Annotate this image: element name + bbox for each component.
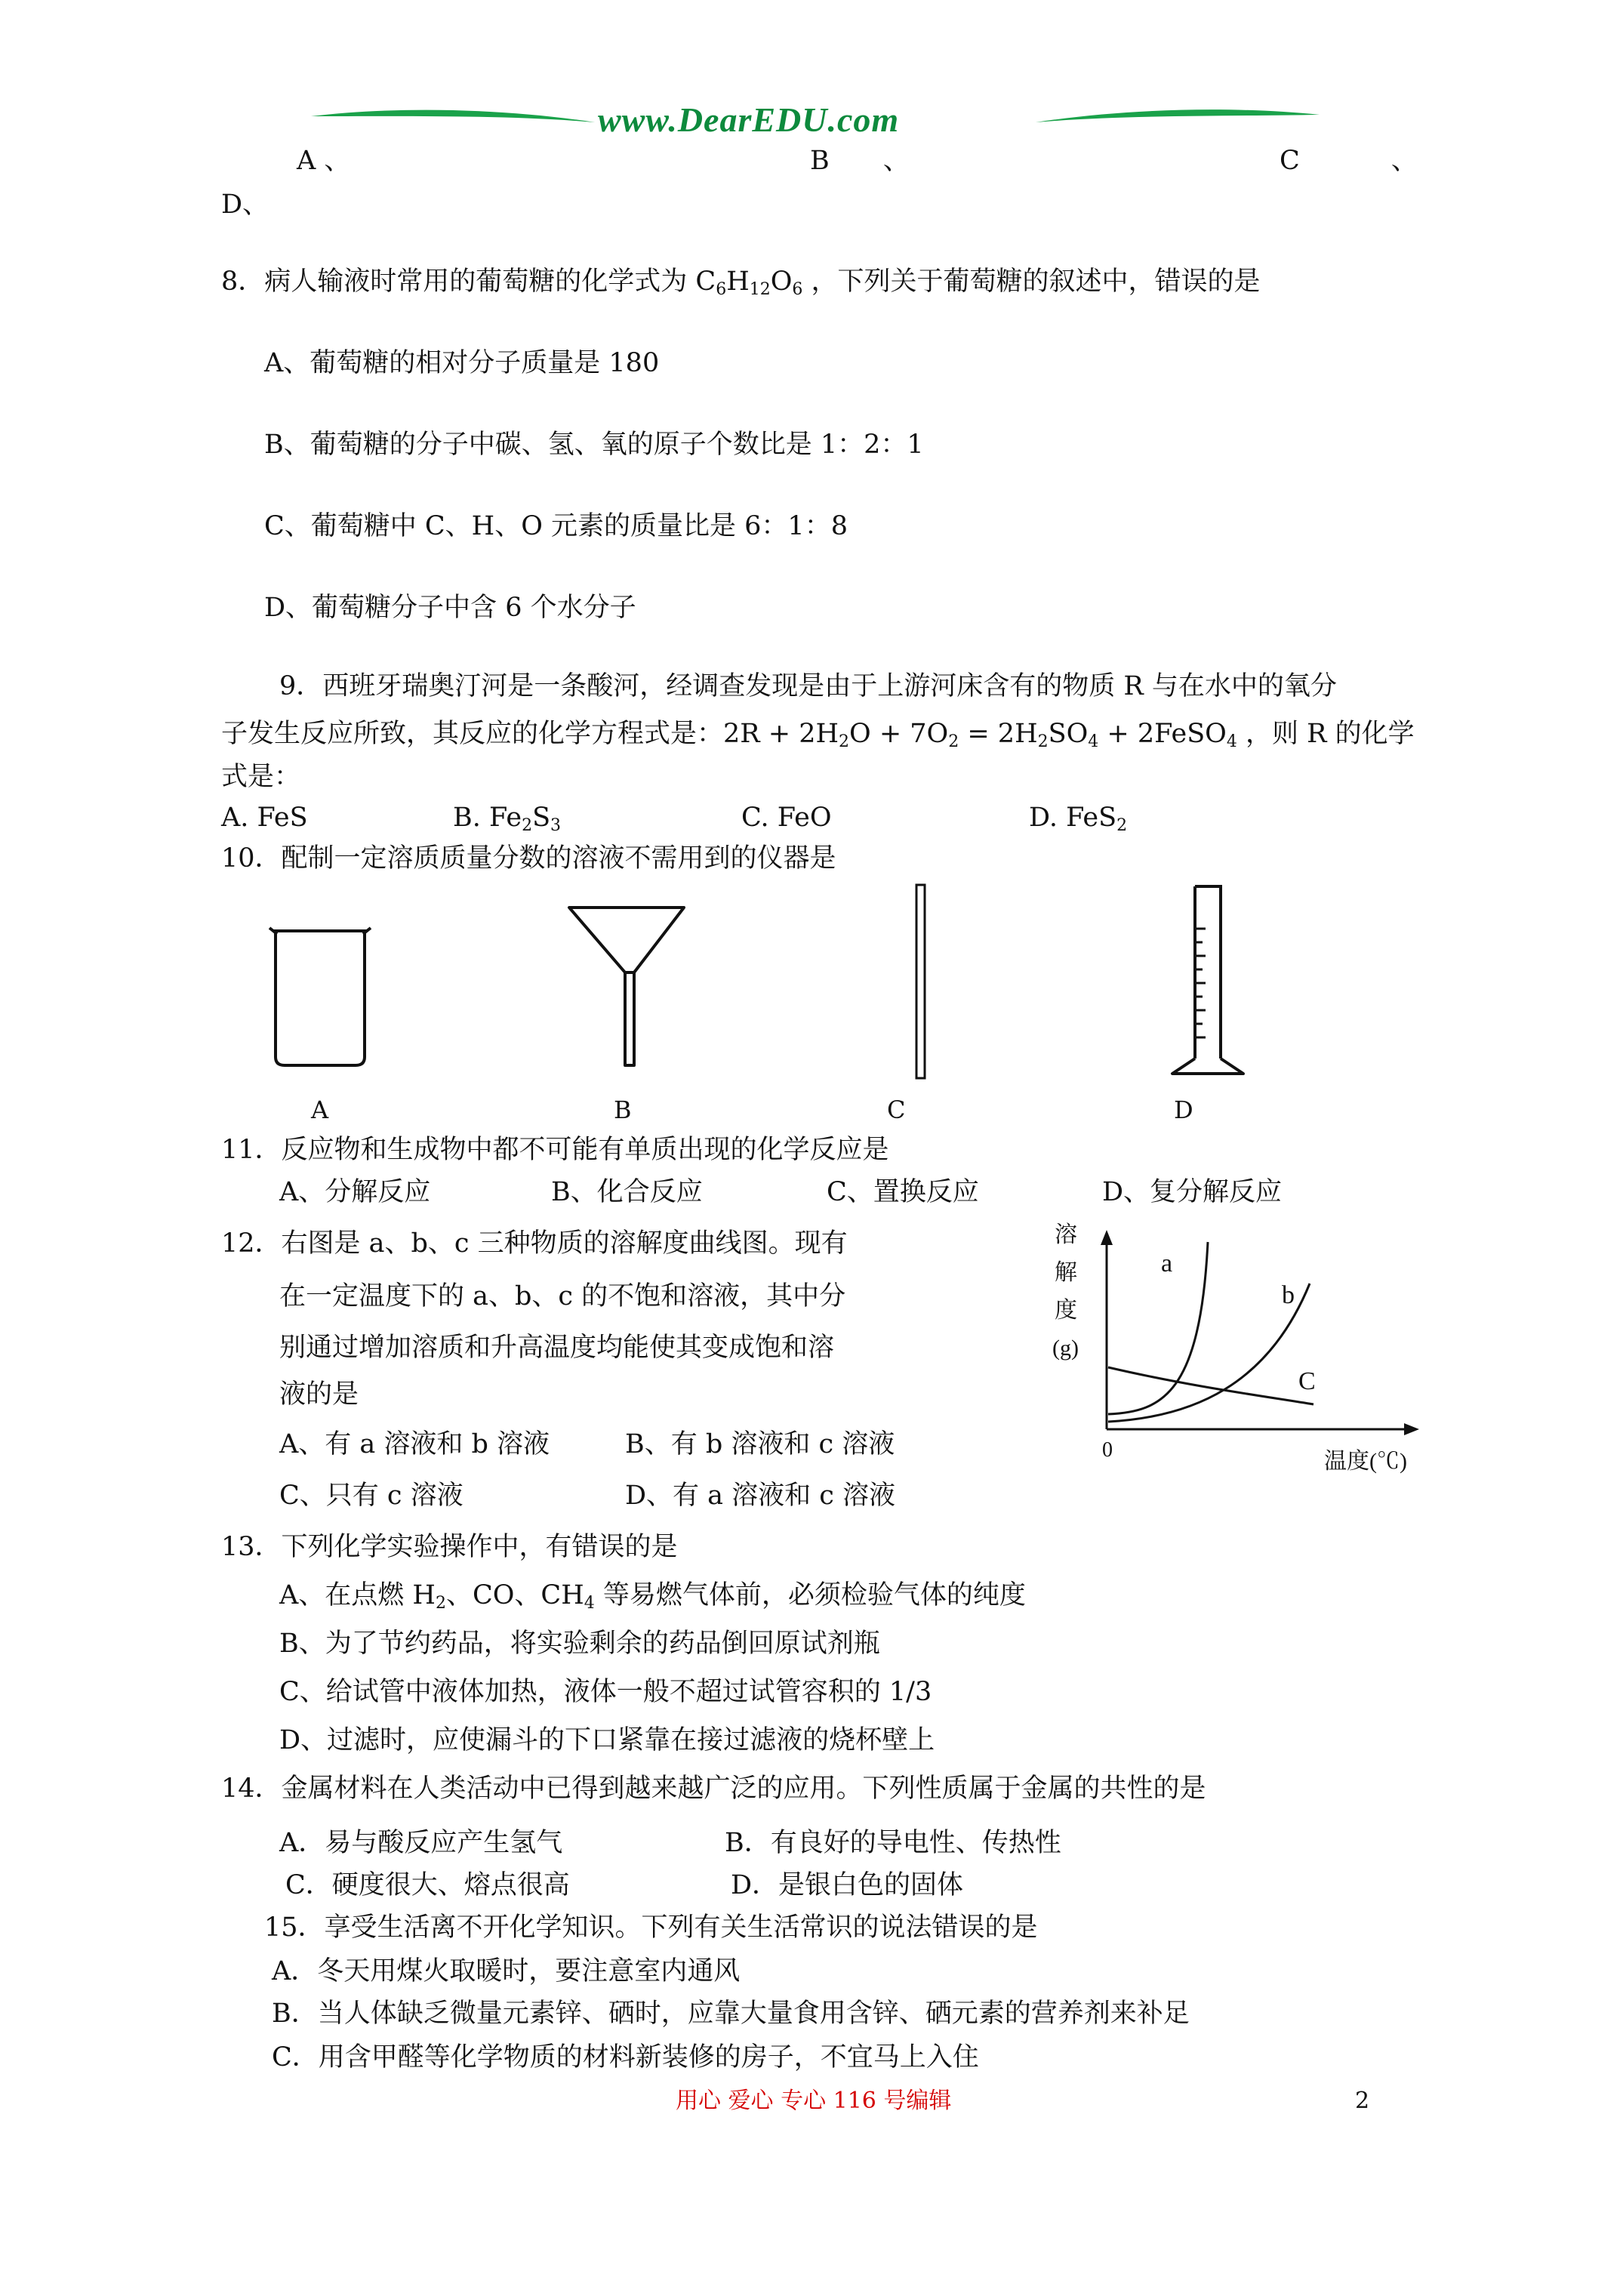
q15-option-c: C．用含甲醛等化学物质的材料新装修的房子，不宜马上入住 [272, 2042, 979, 2073]
q7-option-a: A 、 [297, 146, 351, 176]
q10-stem: 10．配制一定溶质质量分数的溶液不需用到的仪器是 [221, 843, 836, 874]
q12-option-a: A、有 a 溶液和 b 溶液 [279, 1429, 550, 1459]
q8-option-c: C、葡萄糖中 C、H、O 元素的质量比是 6：1：8 [264, 511, 848, 541]
q11-option-a: A、分解反应 [279, 1177, 431, 1207]
q9-line2: 子发生反应所致，其反应的化学方程式是：$2R + 2H_2O + 7O_2 = 2H_2SO_4$ + 2FeSO$_4$ ，则 R 的化学 [221, 719, 1415, 751]
q7-option-b: B 、 [810, 146, 910, 176]
curve-a [1108, 1242, 1208, 1414]
q8-option-a: A、葡萄糖的相对分子质量是 180 [264, 348, 660, 378]
beaker-icon [268, 925, 374, 1072]
q11-option-d: D、复分解反应 [1102, 1177, 1283, 1207]
q10-label-d: D [1174, 1096, 1193, 1124]
q9-option-c: C. FeO [741, 803, 832, 833]
q15-option-b: B．当人体缺乏微量元素锌、硒时，应靠大量食用含锌、硒元素的营养剂来补足 [272, 1999, 1190, 2029]
header-swoosh-left [310, 104, 596, 134]
q12-line4: 液的是 [279, 1379, 359, 1410]
q11-stem: 11．反应物和生成物中都不可能有单质出现的化学反应是 [221, 1135, 889, 1165]
series-label-a: a [1161, 1250, 1173, 1277]
q13-option-d: D、过滤时，应使漏斗的下口紧靠在接过滤液的烧杯壁上 [279, 1725, 935, 1755]
q14-option-d: D．是银白色的固体 [731, 1870, 964, 1900]
q14-option-b: B．有良好的导电性、传热性 [725, 1828, 1061, 1858]
q12-line1: 12．右图是 a、b、c 三种物质的溶解度曲线图。现有 [221, 1228, 848, 1259]
x-axis-arrow [1404, 1423, 1419, 1435]
series-label-c: C [1298, 1367, 1316, 1395]
funnel-icon [566, 903, 687, 1069]
q15-stem: 15．享受生活离不开化学知识。下列有关生活常识的说法错误的是 [264, 1912, 1038, 1943]
header-swoosh-right [1034, 104, 1321, 134]
y-label-char-4: (g) [1052, 1336, 1079, 1361]
page-number: 2 [1355, 2088, 1370, 2114]
q13-option-a: A、在点燃 $H_2$、CO、$CH_4$ 等易燃气体前，必须检验气体的纯度 [279, 1580, 1026, 1613]
curve-c [1108, 1367, 1313, 1404]
q12-option-c: C、只有 c 溶液 [279, 1481, 463, 1511]
q12-line3: 别通过增加溶质和升高温度均能使其变成饱和溶 [279, 1333, 835, 1363]
q14-option-c: C．硬度很大、熔点很高 [285, 1870, 570, 1900]
q9-option-b: B. $Fe_2S_3$ [453, 803, 562, 835]
q9-line3: 式是： [221, 762, 301, 792]
q10-label-a: A [311, 1096, 329, 1124]
curve-b [1108, 1281, 1310, 1422]
solubility-chart-svg [1042, 1219, 1434, 1484]
q14-option-a: A．易与酸反应产生氢气 [279, 1828, 563, 1858]
q8-option-b: B、葡萄糖的分子中碳、氢、氧的原子个数比是 1：2：1 [264, 430, 924, 460]
q12-option-b: B、有 b 溶液和 c 溶液 [625, 1429, 895, 1459]
q11-option-b: B、化合反应 [551, 1177, 703, 1207]
q13-option-b: B、为了节约药品，将实验剩余的药品倒回原试剂瓶 [279, 1629, 880, 1659]
q9-option-d: D. FeS$_2$ [1029, 803, 1128, 835]
solubility-chart [1042, 1219, 1434, 1484]
glass-rod-icon [913, 883, 929, 1081]
q9-option-a: A. FeS [221, 803, 308, 833]
q10-label-c: C [887, 1096, 906, 1124]
q14-stem: 14．金属材料在人类活动中已得到越来越广泛的应用。下列性质属于金属的共性的是 [221, 1774, 1206, 1804]
q7-option-d: D、 [221, 190, 269, 220]
q11-option-c: C、置换反应 [827, 1177, 979, 1207]
logo-text[interactable]: www.DearEDU.com [598, 100, 900, 139]
q10-label-b: B [614, 1096, 632, 1124]
q9-line1: 9．西班牙瑞奥汀河是一条酸河，经调查发现是由于上游河床含有的物质 R 与在水中的氧分 [279, 671, 1337, 701]
y-label-char-3: 度 [1055, 1298, 1077, 1323]
q13-stem: 13．下列化学实验操作中，有错误的是 [221, 1532, 678, 1562]
y-axis-arrow [1101, 1230, 1113, 1245]
q7-option-c: C 、 [1280, 146, 1418, 176]
q8-stem: 8．病人输液时常用的葡萄糖的化学式为 $C_6H_{12}O_6$ ，下列关于葡萄糖的叙述中，错误的是 [221, 267, 1261, 299]
q13-option-c: C、给试管中液体加热，液体一般不超过试管容积的 1/3 [279, 1677, 932, 1707]
origin-label: 0 [1102, 1438, 1113, 1462]
q12-line2: 在一定温度下的 a、b、c 的不饱和溶液，其中分 [279, 1281, 846, 1311]
x-axis-label: 温度(℃) [1324, 1449, 1407, 1474]
q12-option-d: D、有 a 溶液和 c 溶液 [625, 1481, 896, 1511]
graduated-cylinder-icon [1166, 883, 1249, 1081]
q15-option-a: A．冬天用煤火取暖时，要注意室内通风 [272, 1956, 741, 1986]
footer-text: 用心 爱心 专心 116 号编辑 [676, 2088, 952, 2114]
y-label-char-2: 解 [1055, 1260, 1077, 1285]
y-label-char-1: 溶 [1055, 1222, 1077, 1247]
series-label-b: b [1282, 1281, 1295, 1309]
q8-option-d: D、葡萄糖分子中含 6 个水分子 [264, 593, 636, 623]
